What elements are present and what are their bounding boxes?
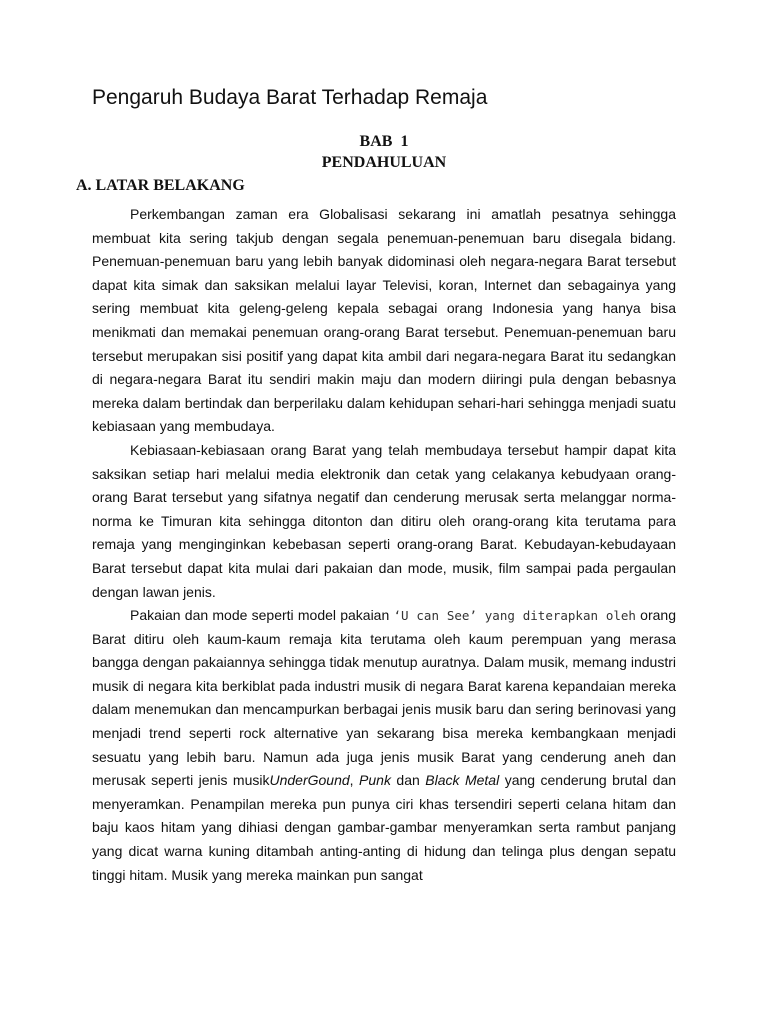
genre-separator-1: , <box>349 772 360 789</box>
document-title: Pengaruh Budaya Barat Terhadap Remaja <box>92 86 488 109</box>
paragraph-1: Perkembangan zaman era Globalisasi sekarang ini amatlah pesatnya sehingga membuat kita sering takjub dengan segala penemuan-penemuan baru disegala bidang. Penemuan-penemuan baru yang lebih banyak didominasi oleh negara-negara Barat tersebut dapat kita simak dan saksikan melalui layar Televisi, koran, Internet dan sebagainya yang sering membuat kita geleng-geleng kepala sebagai orang Indonesia yang hanya bisa menikmati dan memakai penemuan orang-orang Barat tersebut. Penemuan-penemuan baru tersebut merupakan sisi positif yang dapat kita ambil dari negara-negara Barat itu sedangkan di negara-negara Barat itu sendiri makin maju dan modern diiringi pula dengan bebasnya mereka dalam bertindak dan berperilaku dalam kehidupan sehari-hari sehingga menjadi suatu kebiasaan yang membudaya. <box>92 206 676 435</box>
genre-underground: UnderGound <box>269 772 350 789</box>
paragraph-2: Kebiasaan-kebiasaan orang Barat yang telah membudaya tersebut hampir dapat kita saksikan setiap hari melalui media elektronik dan cetak yang celakanya kebudyaan orang-orang Barat tersebut yang sifatnya negatif dan cenderung merusak serta melanggar norma-norma ke Timuran kita sehingga ditonton dan ditiru oleh orang-orang kita terutama para remaja yang menginginkan kebebasan seperti orang-orang Barat. Kebudayan-kebudayaan Barat tersebut dapat kita mulai dari pakaian dan mode, musik, film sampai pada pergaulan dengan lawan jenis. <box>92 441 676 600</box>
genre-separator-2: dan <box>390 772 426 789</box>
paragraph-3-text-a: orang Barat ditiru oleh kaum-kaum remaja kita terutama oleh kaum perempuan yang merasa bangga dengan pakaiannya sehingga tidak menutup auratnya. Dalam musik, memang industri musik di negara kita berkiblat pada industri musik di negara Barat karena kepandaian mereka dalam menemukan dan mencampurkan berbagai jenis musik baru dan sering berinovasi yang menjadi trend seperti rock alternative yan sekarang bisa mereka kembangkaan menjadi sesuatu yang lebih baru. Namun ada juga jenis musik Barat yang cenderung aneh dan merusak seperti jenis musik <box>92 607 676 789</box>
chapter-label: BAB 1 <box>359 133 409 150</box>
chapter-title: PENDAHULUAN <box>321 154 447 171</box>
genre-punk: Punk <box>359 772 391 789</box>
paragraph-3 <box>92 604 676 887</box>
genre-black-metal: Black Metal <box>425 772 500 789</box>
document-body <box>92 203 676 887</box>
u-can-see-quote: ‘U can See’ yang diterapkan oleh <box>393 608 636 624</box>
paragraph-3-lead: Pakaian dan mode seperti model pakaian <box>130 607 394 624</box>
section-heading: A. LATAR BELAKANG <box>76 177 245 194</box>
paragraph-3-text-b: yang cenderung brutal dan menyeramkan. Penampilan mereka pun punya ciri khas tersendiri seperti celana hitam dan baju kaos hitam yang dihiasi dengan gambar-gambar menyeramkan serta rambut panjang yang dicat warna kuning ditambah anting-anting di hidung dan telinga plus dengan sepatu tinggi hitam. Musik yang mereka mainkan pun sangat <box>92 772 677 883</box>
